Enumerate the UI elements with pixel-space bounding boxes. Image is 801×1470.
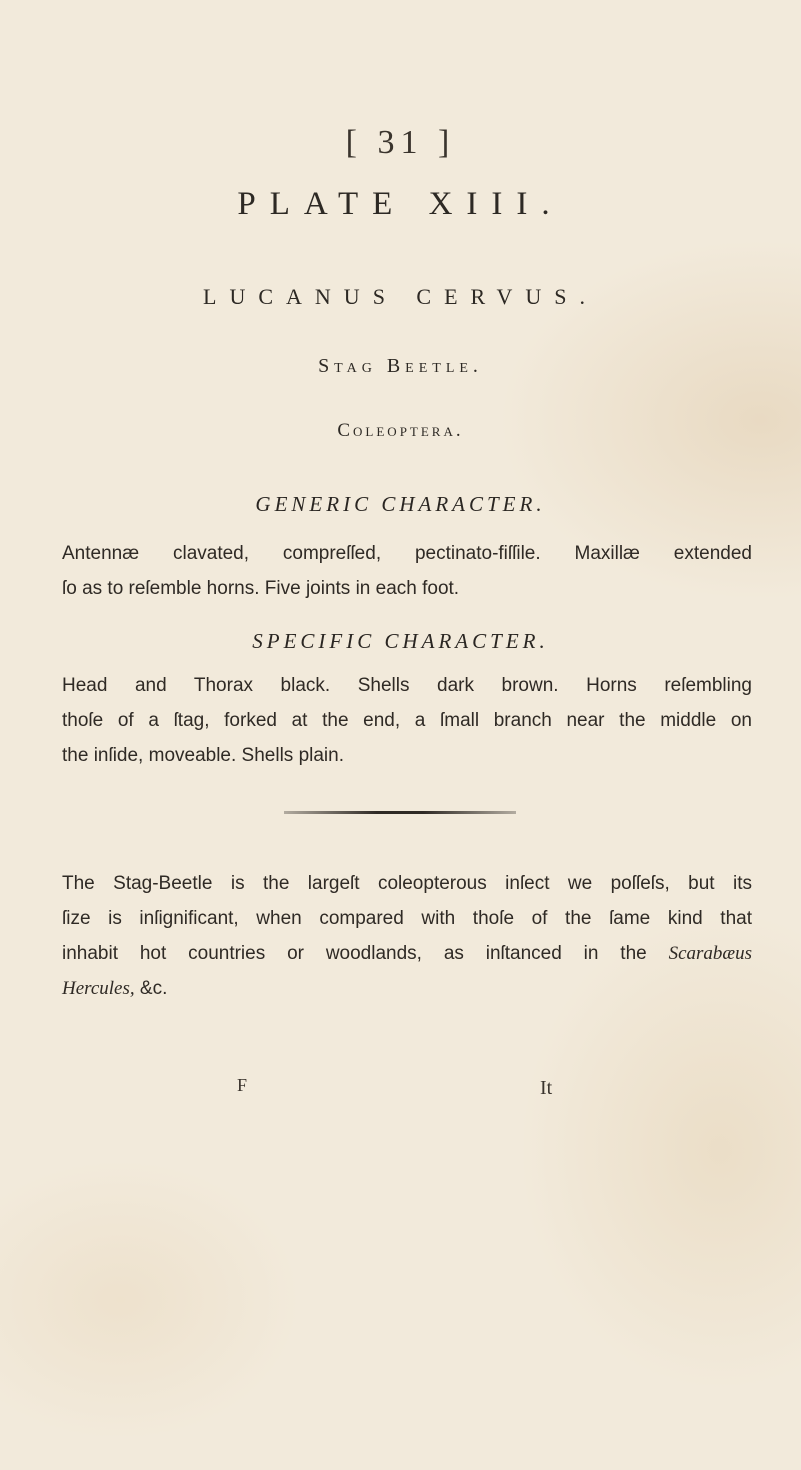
- page-number: [ 31 ]: [345, 124, 456, 161]
- text-line: ſo as to reſemble horns. Five joints in each foot.: [62, 578, 460, 599]
- section-divider: [284, 811, 516, 814]
- text-line: [62, 936, 752, 971]
- species-name: LUCANUS CERVUS.: [203, 284, 598, 309]
- species-reference-2: Hercules,: [62, 978, 135, 999]
- generic-character-text: [62, 536, 752, 606]
- text-line: thoſe of a ſtag, forked at the end, a ſmall branch near the middle on: [62, 710, 752, 731]
- text-line: ſize is inſignificant, when compared with thoſe of the ſame kind that: [62, 908, 752, 929]
- text-fragment: &c.: [139, 978, 168, 999]
- generic-character-heading: GENERIC CHARACTER.: [255, 492, 546, 516]
- narrative-paragraph: [62, 866, 752, 1006]
- signature-mark: F: [237, 1075, 248, 1095]
- text-fragment: inhabit hot countries or woodlands, as inſtanced in the: [62, 943, 647, 964]
- species-reference: Scarabæus: [668, 943, 753, 964]
- specific-character-text: [62, 668, 752, 773]
- text-line: [62, 971, 752, 1006]
- text-line: Head and Thorax black. Shells dark brown. Horns reſembling: [62, 675, 752, 696]
- text-line: Antennæ clavated, compreſſed, pectinato-fiſſile. Maxillæ extended: [62, 543, 752, 564]
- plate-title: PLATE XIII.: [237, 186, 564, 222]
- common-name: Stag Beetle.: [318, 355, 483, 377]
- text-line: The Stag-Beetle is the largeſt coleopterous inſect we poſſeſs, but its: [62, 873, 752, 894]
- order-name: Coleoptera.: [337, 420, 464, 441]
- text-line: the inſide, moveable. Shells plain.: [62, 745, 345, 766]
- catchword: It: [540, 1077, 553, 1099]
- specific-character-heading: SPECIFIC CHARACTER.: [252, 629, 549, 653]
